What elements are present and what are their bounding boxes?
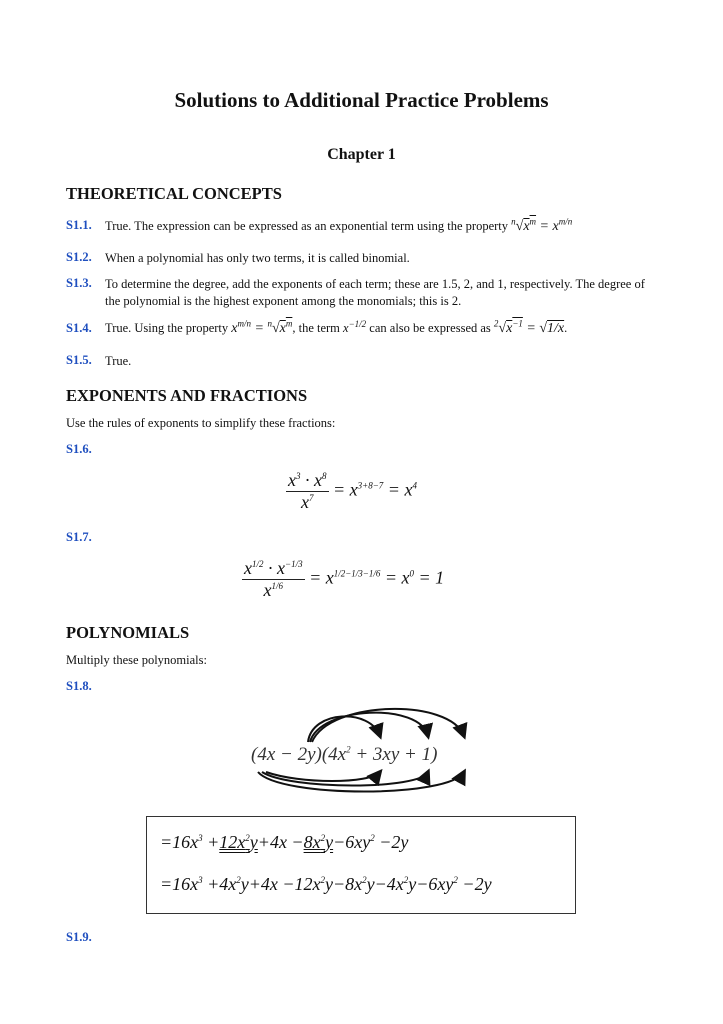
problem-label-s1-1: S1.1. [66,218,92,232]
s1-1-text: True. The expression can be expressed as an exponential term using the property [105,219,509,233]
chapter-heading: Chapter 1 [327,146,396,163]
s1-4-text-c: can also be expressed as [369,321,491,335]
s1-6-equation: $\frac{x^3 \cdot x^8}{x^7}$ = $x^{3+8-7} = x^4$ [288,470,417,512]
problem-label-s1-7: S1.7. [66,530,92,544]
problem-label-s1-2: S1.2. [66,250,92,264]
s1-4-property-formula: $x^{m/n} = ^n√x^m$ [231,318,293,336]
s1-8-result-box [146,816,576,914]
s1-8-result-line-1: $=16x^3 +12x^2y+4x -8x^2y-6xy^2 -2y$ [160,832,409,852]
problem-label-s1-8: S1.8. [66,679,92,693]
problem-text-s1-4: True. Using the property $x^{m/n} = ^n√x^m$, the term $x^{-1/2}$ can also be expressed as $^2√x^{-1} = √1/x$. [105,318,568,336]
problem-label-s1-6: S1.6. [66,442,92,456]
arrow-4x-to-3xy [310,713,428,742]
s1-1-root-formula: $^n√x^m = x^{m/n}$ [511,216,573,234]
s1-4-result-formula: $^2√x^{-1} = √1/x$ [493,318,565,336]
arrow-2y-to-3xy [262,772,428,786]
problem-label-s1-3: S1.3. [66,276,92,290]
s1-4-text-b: , the term [292,321,340,335]
problem-label-s1-4: S1.4. [66,321,92,335]
s1-7-equation: $\frac{x^{1/2} \cdot x^{-1/3}}{x^{1/6}}$ = $x^{1/2-1/3-1/6} = x^0 = 1$ [244,558,445,600]
section-theoretical-concepts: THEORETICAL CONCEPTS [66,184,282,203]
problem-text-s1-2: When a polynomial has only two terms, it is called binomial. [105,251,410,265]
page-title: Solutions to Additional Practice Problems [174,88,549,112]
section-polynomials: POLYNOMIALS [66,623,190,642]
polynomials-intro: Multiply these polynomials: [66,653,207,667]
problem-label-s1-9: S1.9. [66,930,92,944]
s1-4-text-a: True. Using the property [105,321,229,335]
s1-8-expression: $(4x - 2y)(4x^2 + 3xy + 1)$ [251,744,438,765]
section-exponents-fractions: EXPONENTS AND FRACTIONS [66,386,308,405]
exponents-intro: Use the rules of exponents to simplify these fractions: [66,416,336,430]
problem-label-s1-5: S1.5. [66,353,92,367]
problem-text-s1-5: True. [105,354,132,368]
problem-text-s1-1 [105,218,572,235]
s1-8-result-line-2: $=16x^3 +4x^2y+4x -12x^2y-8x^2y-4x^2y-6xy^2 -2y$ [160,874,492,894]
problem-text-s1-3: To determine the degree, add the exponents of each term; these are 1.5, 2, and 1, respectively. The degree of the polynomial is the highest exponent among the monomials; this is 2. [105,277,645,308]
arrow-2y-to-1 [258,772,464,792]
s1-4-term: $x^{-1/2}$ [343,318,367,335]
